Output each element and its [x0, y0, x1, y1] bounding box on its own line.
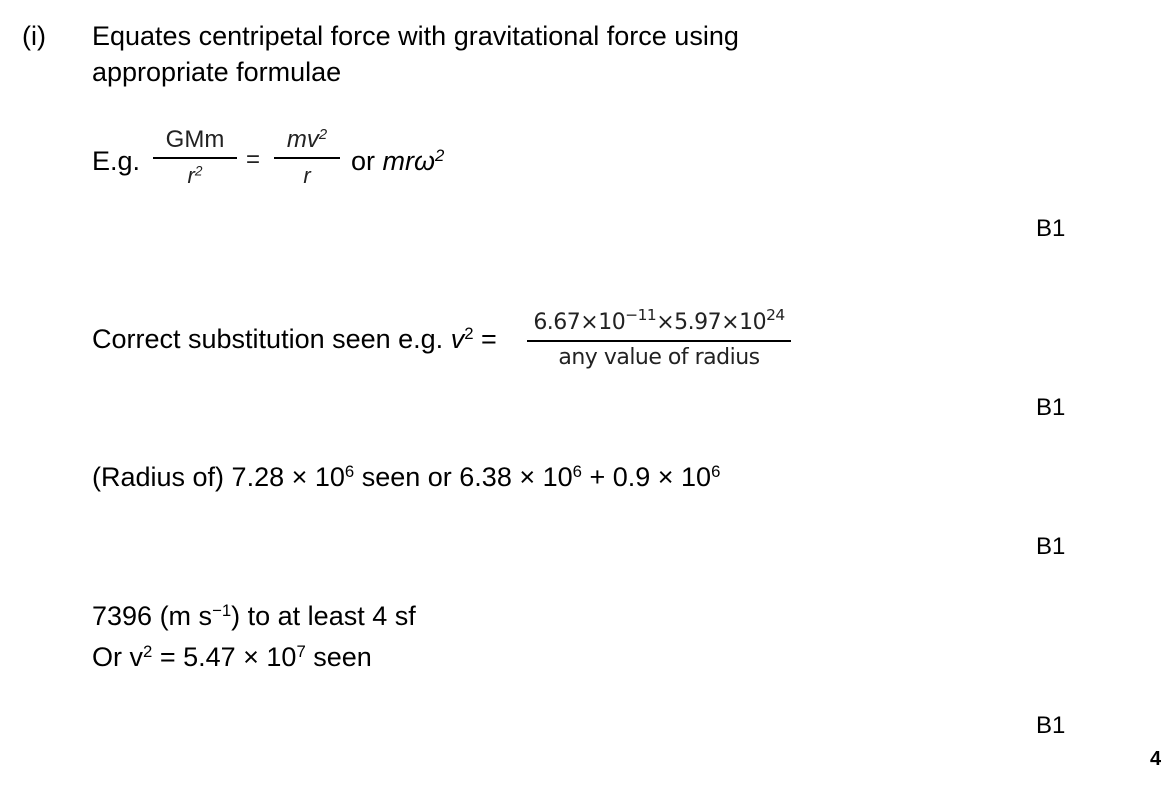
substitution-numerator: $6.67\times 10^{-11}\times 5.97\times 10^{24}$	[533, 305, 785, 335]
mark-2: B1	[1036, 394, 1066, 421]
mark-1: B1	[1036, 215, 1066, 242]
example-equals: =	[246, 146, 261, 173]
answer-line-2: Or $v^2 = 5.47 \times 10^7$ seen	[92, 641, 372, 672]
substitution-denominator: any value of radius	[558, 344, 760, 370]
lhs-denominator: $r^2$	[187, 162, 203, 188]
lhs-numerator: GMm	[165, 126, 225, 153]
lhs-fraction-bar	[153, 157, 237, 159]
radius-line: (Radius of) $7.28 \times 10^6$ seen or $6.38 \times 10^6 + 0.9 \times 10^6$	[92, 461, 721, 492]
mark-3: B1	[1036, 533, 1066, 560]
lhs-fraction	[153, 128, 237, 187]
part-label: (i)	[22, 21, 46, 51]
substitution-label: Correct substitution seen e.g. $v^2$ =	[92, 323, 497, 354]
rhs-fraction	[274, 128, 340, 187]
example-alternative: or mrω$^2$	[351, 145, 445, 176]
mark-4: B1	[1036, 712, 1066, 739]
example-prefix: E.g.	[92, 146, 141, 176]
rhs-numerator: $mv^2$	[286, 126, 328, 153]
substitution-fraction	[527, 305, 791, 370]
criteria-line-2: appropriate formulae	[92, 57, 342, 87]
criteria-line-1: Equates centripetal force with gravitational force using	[92, 21, 739, 51]
answer-line-1: 7396 (m $s^{-1}$) to at least 4 sf	[92, 600, 416, 631]
total-marks: 4	[1150, 748, 1162, 770]
substitution-fraction-bar	[527, 340, 791, 342]
rhs-denominator: r	[303, 162, 311, 188]
rhs-fraction-bar	[274, 157, 340, 159]
